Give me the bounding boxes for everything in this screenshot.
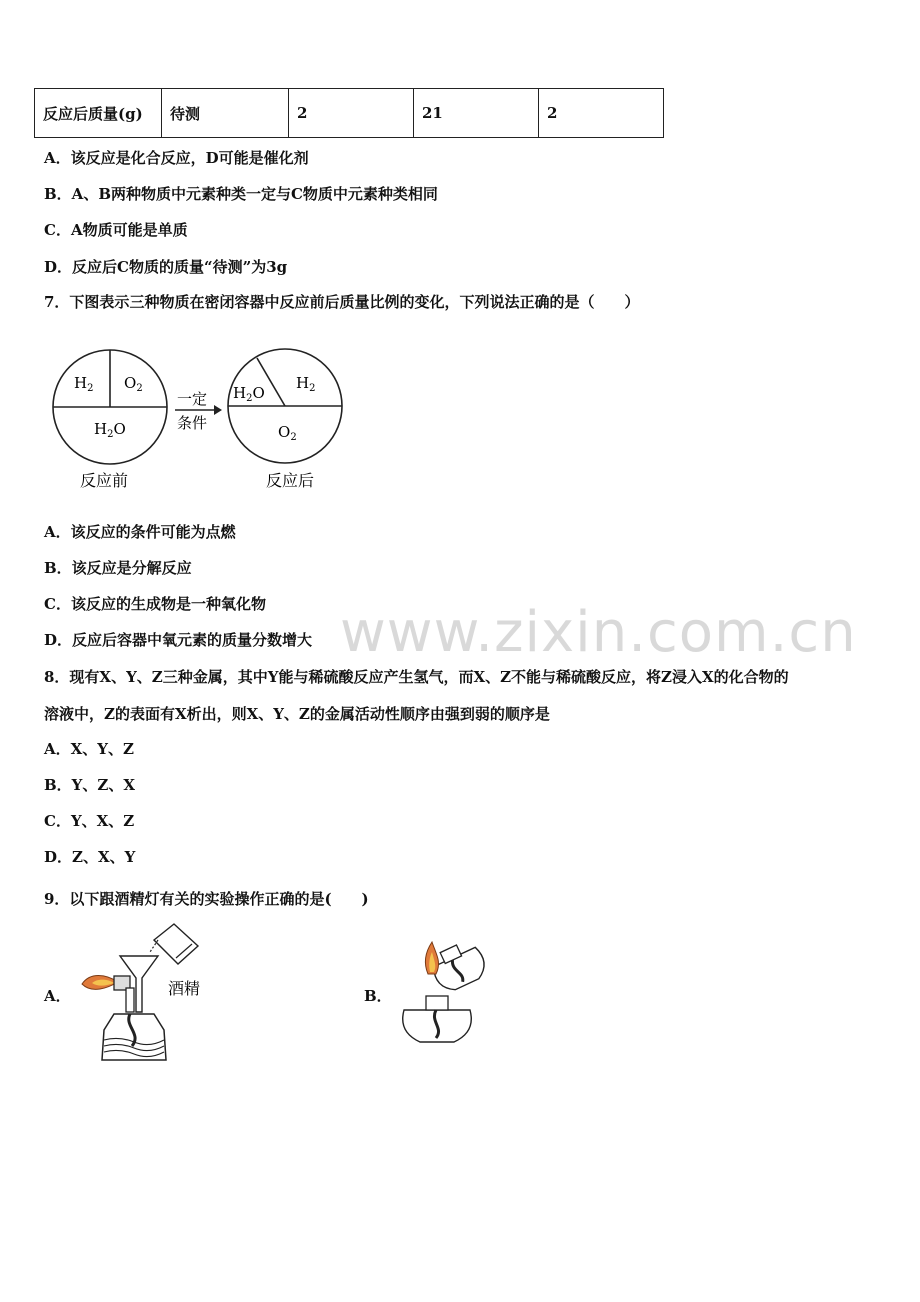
q7-pie-diagram: [44, 338, 364, 498]
table-cell: 待测: [162, 89, 289, 138]
q8-option-a: A．X、Y、Z: [44, 740, 134, 758]
q8-stem-line1: 8．现有X、Y、Z三种金属，其中Y能与稀硫酸反应产生氢气，而X、Z不能与稀硫酸反应，将Z浸入X的化合物的: [44, 668, 789, 686]
arrow-label-bottom: 条件: [177, 414, 208, 432]
table-cell: 2: [539, 89, 664, 138]
before-label-o2: $O_2$: [124, 374, 143, 394]
alcohol-lamp-adding-fuel-figure: [74, 922, 234, 1067]
q6-option-b: B．A、B两种物质中元素种类一定与C物质中元素种类相同: [44, 185, 438, 203]
table-cell: 2: [289, 89, 414, 138]
condition-arrow: [175, 390, 222, 432]
before-label-h2: $H_2$: [74, 374, 94, 394]
after-label-h2o: $H_2O$: [233, 384, 265, 404]
q8-option-b: B．Y、Z、X: [44, 776, 135, 794]
after-label-h2: $H_2$: [296, 374, 316, 394]
q7-option-a: A．该反应的条件可能为点燃: [44, 523, 236, 541]
q9-stem: 9．以下跟酒精灯有关的实验操作正确的是( ): [44, 890, 369, 908]
q8-option-d: D．Z、X、Y: [44, 848, 136, 866]
after-circle: [228, 349, 342, 463]
alcohol-lamp-lighting-figure: [392, 938, 492, 1048]
q9-option-a-label: 酒精: [168, 979, 201, 998]
table-row: [35, 89, 664, 138]
caption-before: 反应前: [80, 471, 129, 490]
q8-option-c: C．Y、X、Z: [44, 812, 135, 830]
before-circle: [53, 350, 167, 464]
q7-stem: 7．下图表示三种物质在密闭容器中反应前后质量比例的变化，下列说法正确的是（ ）: [44, 293, 640, 311]
q9-option-b-letter: B．: [364, 987, 392, 1005]
before-label-h2o: $H_2O$: [94, 420, 126, 440]
q6-option-a: A．该反应是化合反应，D可能是催化剂: [44, 149, 309, 167]
caption-after: 反应后: [266, 471, 315, 490]
q7-option-c: C．该反应的生成物是一种氧化物: [44, 595, 266, 613]
table-cell: 21: [414, 89, 539, 138]
q9-option-a-letter: A．: [44, 987, 71, 1005]
table-row-label: 反应后质量(g): [35, 89, 162, 138]
mass-table: [34, 88, 664, 138]
q8-stem-line2: 溶液中，Z的表面有X析出，则X、Y、Z的金属活动性顺序由强到弱的顺序是: [44, 705, 550, 723]
q7-option-b: B．该反应是分解反应: [44, 559, 192, 577]
watermark: www.zixin.com.cn: [340, 600, 857, 665]
arrow-label-top: 一定: [177, 390, 208, 408]
q6-option-d: D．反应后C物质的质量“待测”为3g: [44, 258, 288, 276]
after-label-o2: $O_2$: [278, 423, 297, 443]
q6-option-c: C．A物质可能是单质: [44, 221, 188, 239]
q7-option-d: D．反应后容器中氧元素的质量分数增大: [44, 631, 313, 649]
